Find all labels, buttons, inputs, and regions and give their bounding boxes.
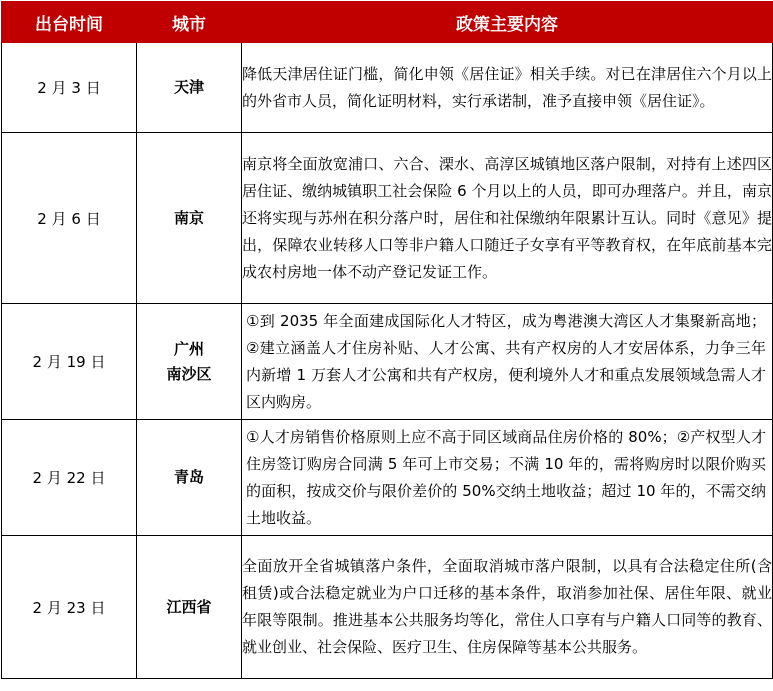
row-date: 2 月 22 日 — [2, 420, 137, 536]
policy-table — [1, 1, 773, 679]
district-name: 南沙区 — [166, 364, 212, 383]
row-city — [137, 43, 242, 133]
city-name: 广州 — [173, 339, 204, 358]
row-content: 南京将全面放宽浦口、六合、溧水、高淳区城镇地区落户限制，对持有上述四区居住证、缴纳城镇职工社会保险 6 个月以上的人员，即可办理落户。并且，南京还将实现与苏州在积分落户时，居住和社保缴纳年限累计互认。同时《意见》提出，保障农业转移人口等非户籍人口随迁子女享有平等教育权，在年底前基本完成农村房地一体不动产登记发证工作。 — [242, 133, 773, 304]
row-city — [137, 304, 242, 420]
row-date: 2 月 19 日 — [2, 304, 137, 420]
table-row — [2, 43, 773, 133]
header-date: 出台时间 — [2, 2, 137, 43]
row-content: 全面放开全省城镇落户条件，全面取消城市落户限制，以具有合法稳定住所(含租赁)或合法稳定就业为户口迁移的基本条件，取消参加社保、居住年限、就业年限等限制。推进基本公共服务均等化，常住人口享有与户籍人口同等的教育、就业创业、社会保险、医疗卫生、住房保障等基本公共服务。 — [242, 536, 773, 679]
row-date: 2 月 23 日 — [2, 536, 137, 679]
row-date: 2 月 3 日 — [2, 43, 137, 133]
row-city — [137, 420, 242, 536]
row-city — [137, 536, 242, 679]
row-city — [137, 133, 242, 304]
city-name: 青岛 — [173, 468, 204, 486]
row-date: 2 月 6 日 — [2, 133, 137, 304]
table-row — [2, 133, 773, 304]
city-name: 天津 — [173, 78, 204, 96]
table-row — [2, 304, 773, 420]
header-city: 城市 — [137, 2, 242, 43]
row-content: ①到 2035 年全面建成国际化人才特区，成为粤港澳大湾区人才集聚新高地；②建立涵盖人才住房补贴、人才公寓、共有产权房的人才安居体系，力争三年内新增 1 万套人才公寓和共有产权房，便利境外人才和重点发展领域急需人才区内购房。 — [242, 304, 773, 420]
table-row — [2, 420, 773, 536]
table-row — [2, 536, 773, 679]
row-content: 降低天津居住证门槛，简化申领《居住证》相关手续。对已在津居住六个月以上的外省市人员，简化证明材料，实行承诺制，准予直接申领《居住证》。 — [242, 43, 773, 133]
header-content: 政策主要内容 — [242, 2, 773, 43]
city-name: 江西省 — [166, 597, 212, 616]
table-header-row — [2, 2, 773, 43]
row-content: ①人才房销售价格原则上应不高于同区域商品住房价格的 80%；②产权型人才住房签订购房合同满 5 年可上市交易；不满 10 年的，需将购房时以限价购买的面积，按成交价与限价差价的 50%交纳土地收益；超过 10 年的，不需交纳土地收益。 — [242, 420, 773, 536]
city-name: 南京 — [173, 208, 204, 227]
